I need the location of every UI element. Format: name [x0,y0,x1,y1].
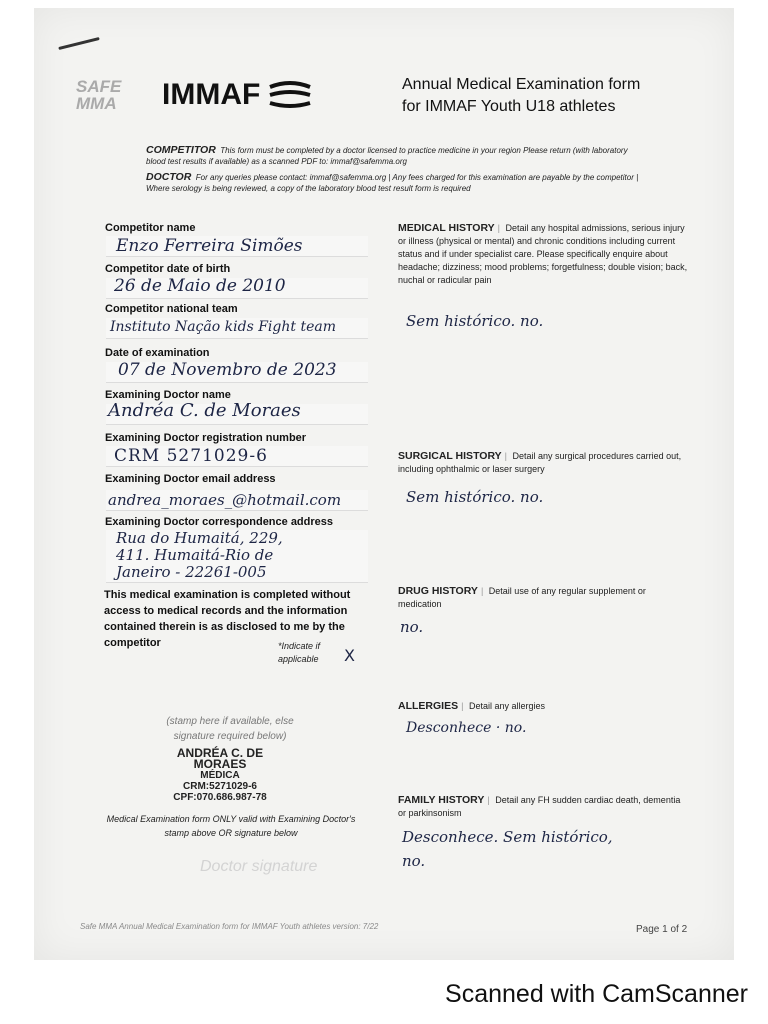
drug-history-desc: Detail use of any regular supplement or medication [398,586,646,609]
medical-history-answer[interactable]: Sem histórico. no. [406,312,544,330]
doctor-registration-label: Examining Doctor registration number [105,432,307,444]
doctor-name-value: Andréa C. de Moraes [108,400,301,421]
doctor-instructions [146,172,646,194]
surgical-history-desc: Detail any surgical procedures carried out, including ophthalmic or laser surgery [398,451,682,474]
doctor-address-line1: Rua do Humaitá, 229, [116,529,283,547]
doctor-email-label: Examining Doctor email address [105,473,276,485]
signature-placeholder[interactable]: Doctor signature [200,858,318,875]
immaf-logo-text: IMMAF [162,78,261,111]
doctor-registration-value: CRM 5271029-6 [114,446,268,466]
doctor-email-value: andrea_moraes_@hotmail.com [108,491,342,509]
allergies-title: ALLERGIES [398,700,459,712]
form-title-line2: for IMMAF Youth U18 athletes [402,98,616,115]
immaf-emblem-icon [266,79,314,111]
medical-history-section: MEDICAL HISTORY | Detail any hospital admissions, serious injury or illness (physical or mental) and chronic conditions including current status and if under specialist care. Please specifically enquire about headache; dizziness; mood problems; forgetfulness; double vision; back, nuchal or radicular pain [398,222,688,285]
applicable-checkmark[interactable]: X [344,646,355,665]
competitor-instructions-text: This form must be completed by a doctor licensed to practice medicine in your region Please return (with laboratory blood test results if available) as a scanned PDF to: immaf@safemma.org [146,146,628,166]
page-number: Page 1 of 2 [636,924,688,935]
stamp-doctor-name: ANDRÉA C. DE MORAES [176,746,264,771]
competitor-team-label: Competitor national team [105,303,238,315]
validity-note: Medical Examination form ONLY valid with Examining Doctor's stamp above OR signature below [106,814,356,838]
exam-date-value: 07 de Novembro de 2023 [118,360,337,380]
form-version-footer: Safe MMA Annual Medical Examination form for IMMAF Youth athletes version: 7/22 [80,922,379,931]
doctor-instructions-text: For any queries please contact: immaf@safemma.org | Any fees charged for this examination are payable by the competitor | Where serology is being reviewed, a copy of the laboratory blood test result form is required [146,173,639,193]
doctor-instructions-label: DOCTOR [146,171,192,183]
allergies-answer[interactable]: Desconhece · no. [406,720,527,736]
instructions-block [146,145,646,199]
competitor-instructions-label: COMPETITOR [146,144,216,156]
surgical-history-title: SURGICAL HISTORY [398,450,502,462]
indicate-if-applicable-note: *Indicate if applicable [278,641,321,664]
family-history-section: FAMILY HISTORY | Detail any FH sudden cardiac death, dementia or parkinsonism [398,794,681,818]
form-title-line1: Annual Medical Examination form [402,76,641,93]
exam-date-label: Date of examination [105,347,210,359]
allergies-desc: Detail any allergies [468,701,545,711]
stamp-crm: CRM:5271029-6 [183,781,257,792]
drug-history-section: DRUG HISTORY | Detail use of any regular supplement or medication [398,585,646,609]
drug-history-answer[interactable]: no. [400,618,424,636]
disclosure-statement: This medical examination is completed without access to medical records and the information contained therein is as disclosed to me by the competitor [104,589,351,649]
family-history-answer-line1[interactable]: Desconhece. Sem histórico, [402,828,613,846]
immaf-logo [162,78,314,112]
medical-history-desc: Detail any hospital admissions, serious injury or illness (physical or mental) and chronic conditions including current status and if under specialist care. Please specifically enquire about headache; dizziness; mood problems; forgetfulness; double vision; back, nuchal or radicular pain [398,223,688,285]
doctor-address-line2: 411. Humaitá-Rio de [116,546,274,564]
competitor-name-label: Competitor name [105,222,196,234]
family-history-answer-line2[interactable]: no. [402,852,426,870]
form-title [402,74,640,118]
competitor-dob-label: Competitor date of birth [105,263,231,275]
stamp-role: MÉDICA [200,770,240,781]
surgical-history-answer[interactable]: Sem histórico. no. [406,488,544,506]
competitor-dob-value: 26 de Maio de 2010 [114,276,286,296]
doctor-address-line3: Janeiro - 22261-005 [116,563,267,581]
stamp-cpf: CPF:070.686.987-78 [173,792,267,803]
competitor-team-value: Instituto Nação kids Fight team [110,319,336,335]
family-history-title: FAMILY HISTORY [398,794,485,806]
allergies-section: ALLERGIES | Detail any allergies [398,700,545,712]
doctor-address-label: Examining Doctor correspondence address [105,516,334,528]
competitor-name-value: Enzo Ferreira Simões [116,236,303,256]
medical-history-title: MEDICAL HISTORY [398,222,495,234]
doctor-name-label: Examining Doctor name [105,389,231,401]
safe-mma-logo: SAFE MMA [76,77,122,113]
family-history-desc: Detail any FH sudden cardiac death, dementia or parkinsonism [398,795,681,818]
competitor-instructions [146,145,646,167]
doctor-stamp [150,748,290,803]
stamp-hint: (stamp here if available, else signature required below) [166,716,294,742]
surgical-history-section: SURGICAL HISTORY | Detail any surgical procedures carried out, including ophthalmic or laser surgery [398,450,682,474]
camscanner-watermark: Scanned with CamScanner [445,980,748,1008]
drug-history-title: DRUG HISTORY [398,585,478,597]
